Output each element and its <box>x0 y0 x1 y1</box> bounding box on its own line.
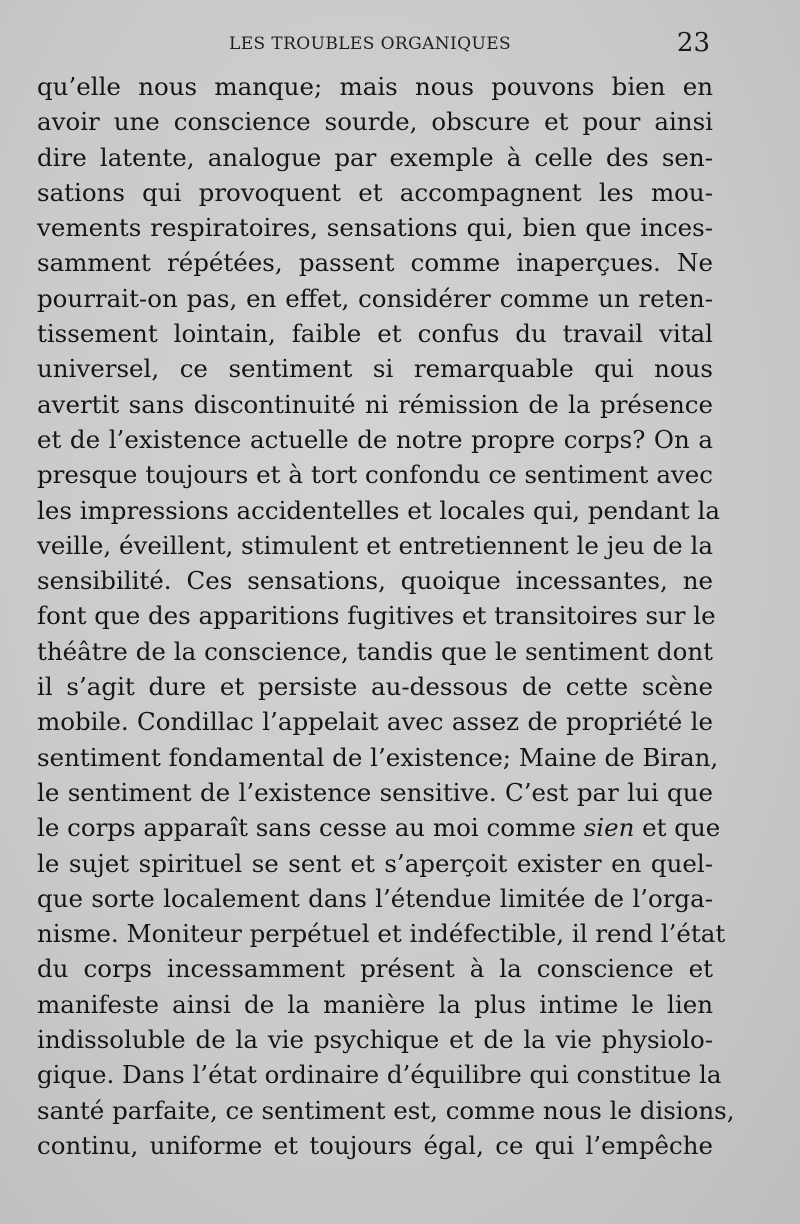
text-line: santé parfaite, ce sentiment est, comme nous le disions, <box>37 1095 735 1125</box>
text-line: et de l’existence actuelle de notre propre corps? On a <box>37 424 713 454</box>
body-text <box>37 69 735 1163</box>
italic-word: sien <box>583 813 635 843</box>
text-line: manifeste ainsi de la manière la plus intime le lien <box>37 989 713 1019</box>
page-number: 23 <box>676 28 710 58</box>
text-line-with-italic <box>37 810 721 845</box>
text-line: veille, éveillent, stimulent et entretiennent le jeu de la <box>37 530 713 560</box>
text-line: sations qui provoquent et accompagnent les mou- <box>37 177 713 207</box>
text-line: mobile. Condillac l’appelait avec assez de propriété le <box>37 707 713 737</box>
text-line: tissement lointain, faible et confus du travail vital <box>37 319 713 349</box>
text-line: que sorte localement dans l’étendue limitée de l’orga- <box>37 883 713 913</box>
text-line: universel, ce sentiment si remarquable qui nous <box>37 354 713 384</box>
text-line: gique. Dans l’état ordinaire d’équilibre qui constitue la <box>37 1060 722 1090</box>
text-line: du corps incessamment présent à la conscience et <box>37 954 713 984</box>
text-line: sentiment fondamental de l’existence; Maine de Biran, <box>37 742 719 772</box>
text-line: vements respiratoires, sensations qui, bien que inces- <box>37 213 713 243</box>
text-line: sensibilité. Ces sensations, quoique incessantes, ne <box>37 566 713 596</box>
text-line: avertit sans discontinuité ni rémission de la présence <box>37 389 713 419</box>
text-line: il s’agit dure et persiste au-dessous de cette scène <box>37 672 713 702</box>
text-line: pourrait-on pas, en effet, considérer comme un reten- <box>37 283 713 313</box>
text-line: avoir une conscience sourde, obscure et pour ainsi <box>37 107 713 137</box>
text-line: le sujet spirituel se sent et s’aperçoit exister en quel- <box>37 848 713 878</box>
text-line: théâtre de la conscience, tandis que le sentiment dont <box>37 636 713 666</box>
text-line: qu’elle nous manque; mais nous pouvons bien en <box>37 72 713 101</box>
text-line: le sentiment de l’existence sensitive. C’est par lui que <box>37 777 713 807</box>
text-segment: et que <box>634 813 721 843</box>
page-header <box>0 28 800 64</box>
running-title: LES TROUBLES ORGANIQUES <box>229 34 512 54</box>
text-segment: le corps apparaît sans cesse au moi comme <box>37 813 584 843</box>
text-line: dire latente, analogue par exemple à celle des sen- <box>37 142 713 172</box>
text-line: les impressions accidentelles et locales qui, pendant la <box>37 495 720 525</box>
text-line: presque toujours et à tort confondu ce sentiment avec <box>37 460 713 490</box>
text-line: nisme. Moniteur perpétuel et indéfectible, il rend l’état <box>37 919 726 949</box>
text-line: samment répétées, passent comme inaperçues. Ne <box>37 248 713 278</box>
text-line: font que des apparitions fugitives et transitoires sur le <box>37 601 716 631</box>
text-line: indissoluble de la vie psychique et de la vie physiolo- <box>37 1025 713 1055</box>
text-line: continu, uniforme et toujours égal, ce qui l’empêche <box>37 1130 713 1160</box>
